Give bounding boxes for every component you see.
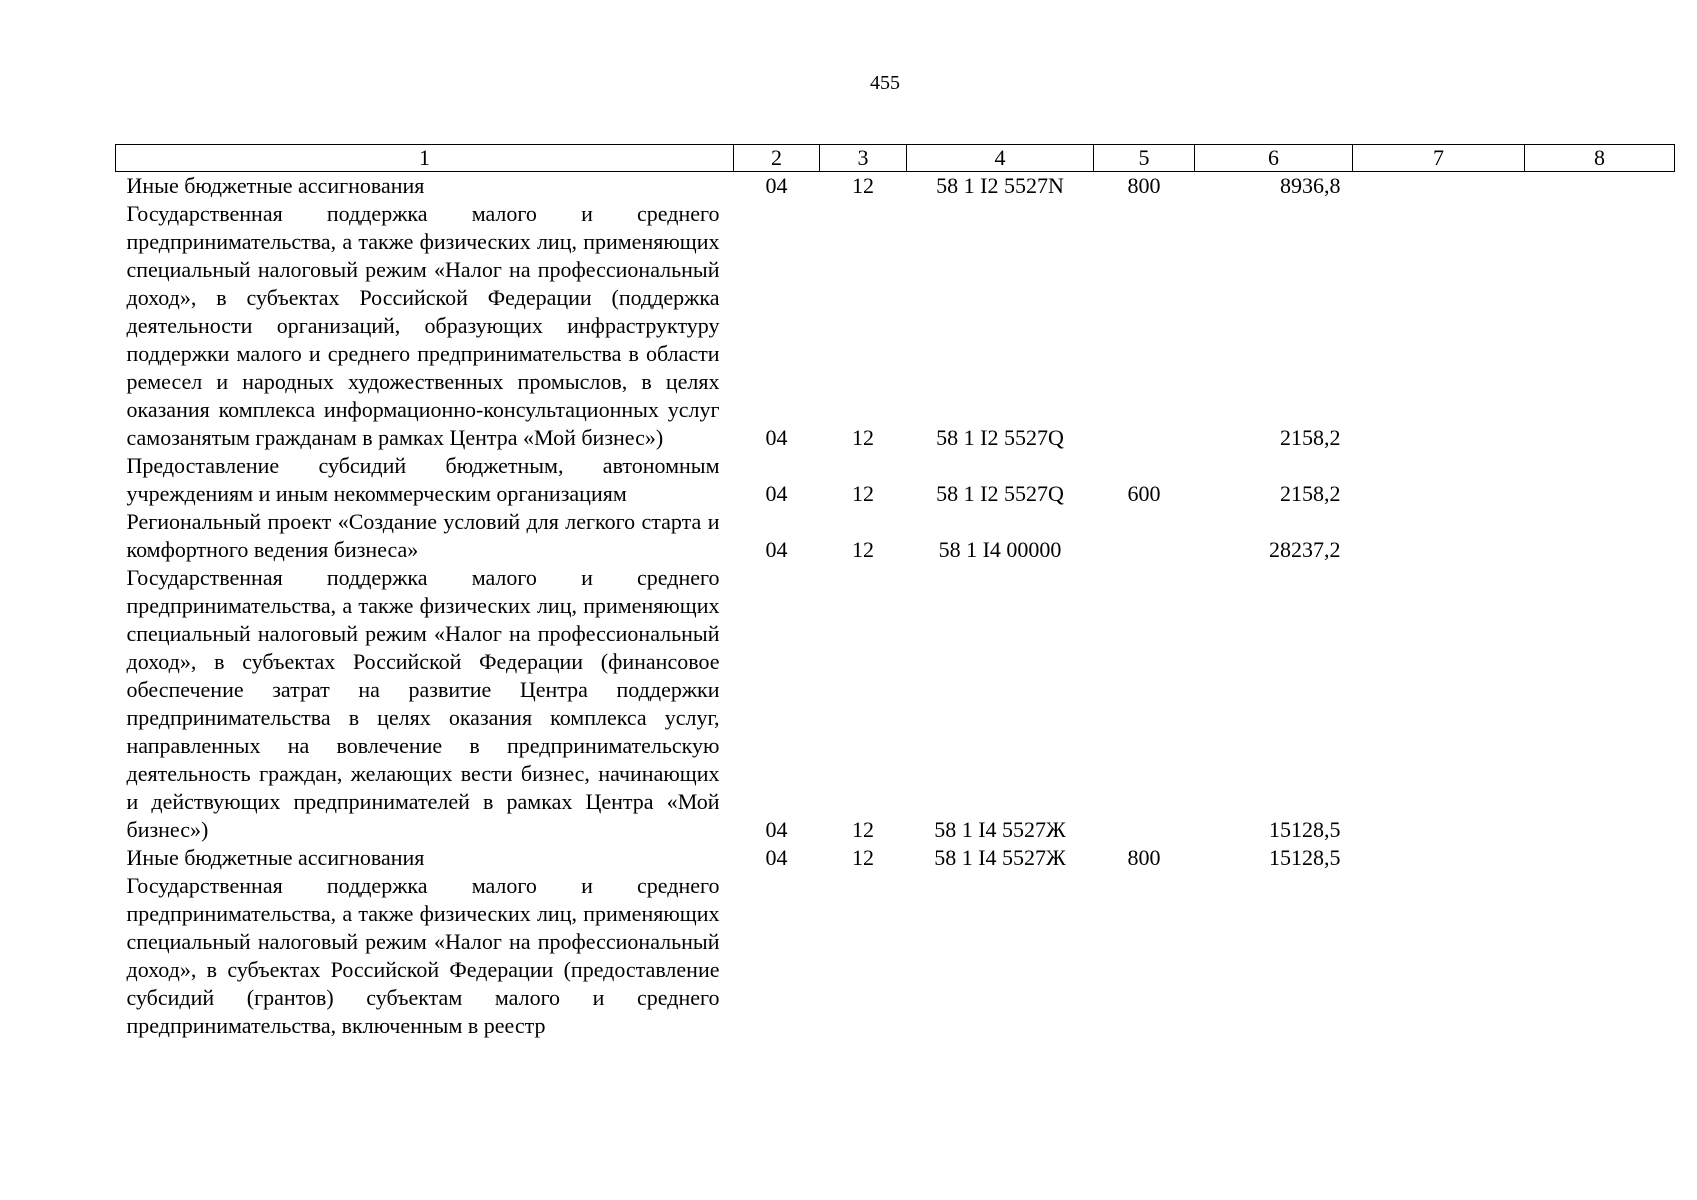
- header-col-8: 8: [1525, 145, 1675, 172]
- row-section: 04: [765, 537, 788, 562]
- row-description: Иные бюджетные ассигнования: [126, 845, 425, 870]
- row-section: 04: [765, 481, 788, 506]
- row-description: Государственная поддержка малого и среднего предпринимательства, а также физических лиц, применяющих специальный налоговый режим «Налог на профессиональный доход», в субъектах Российской Федерации (финансовое обеспечение затрат на развитие Центра поддержки предпринимательства в целях оказания комплекса услуг, направленных на вовлечение в предпринимательскую деятельность граждан, желающих вести бизнес, начинающих и действующих предпринимателей в рамках Центра «Мой бизнес»): [126, 565, 720, 842]
- row-subsection: 12: [852, 845, 874, 870]
- row-col-8: [1525, 452, 1675, 508]
- table-row: [116, 564, 1675, 844]
- header-col-1: 1: [116, 145, 734, 172]
- row-description: Государственная поддержка малого и среднего предпринимательства, а также физических лиц, применяющих специальный налоговый режим «Налог на профессиональный доход», в субъектах Российской Федерации (поддержка деятельности организаций, образующих инфраструктуру поддержки малого и среднего предпринимательства в области ремесел и народных художественных промыслов, в целях оказания комплекса информационно-консультационных услуг самозанятым гражданам в рамках Центра «Мой бизнес»): [126, 201, 720, 450]
- table-row: [116, 452, 1675, 508]
- row-col-8: [1525, 872, 1675, 1040]
- row-section: [734, 872, 820, 1040]
- row-target-code: [907, 872, 1094, 1040]
- header-col-2: 2: [734, 145, 820, 172]
- row-col-7: [1353, 844, 1525, 872]
- row-description: Региональный проект «Создание условий для легкого старта и комфортного ведения бизнеса»: [126, 509, 720, 562]
- row-section: 04: [765, 817, 788, 842]
- row-target-code: 58 1 I2 5527Q: [936, 425, 1064, 450]
- row-expense-type: [1094, 564, 1195, 844]
- table-row: [116, 172, 1675, 201]
- row-description: Государственная поддержка малого и среднего предпринимательства, а также физических лиц, применяющих специальный налоговый режим «Налог на профессиональный доход», в субъектах Российской Федерации (предоставление субсидий (грантов) субъектам малого и среднего предпринимательства, включенным в реестр: [126, 873, 720, 1038]
- row-description: Предоставление субсидий бюджетным, автономным учреждениям и иным некоммерческим организациям: [126, 453, 720, 506]
- row-col-8: [1525, 508, 1675, 564]
- row-section: 04: [765, 173, 788, 198]
- row-target-code: 58 1 I2 5527N: [936, 173, 1064, 198]
- row-subsection: 12: [852, 481, 874, 506]
- row-target-code: 58 1 I2 5527Q: [936, 481, 1064, 506]
- row-amount: 8936,8: [1280, 173, 1341, 198]
- header-col-6: 6: [1195, 145, 1353, 172]
- row-expense-type: 800: [1127, 173, 1161, 198]
- row-expense-type: 600: [1127, 481, 1161, 506]
- row-amount: 15128,5: [1269, 817, 1341, 842]
- row-amount: 15128,5: [1269, 845, 1341, 870]
- row-col-8: [1525, 844, 1675, 872]
- row-col-7: [1353, 452, 1525, 508]
- row-amount: 2158,2: [1280, 425, 1341, 450]
- row-subsection: 12: [852, 425, 874, 450]
- header-col-4: 4: [907, 145, 1094, 172]
- row-section: 04: [765, 845, 788, 870]
- table-row: [116, 844, 1675, 872]
- header-col-7: 7: [1353, 145, 1525, 172]
- row-amount: [1195, 872, 1353, 1040]
- row-col-7: [1353, 508, 1525, 564]
- row-col-7: [1353, 172, 1525, 201]
- row-col-8: [1525, 200, 1675, 452]
- row-section: 04: [765, 425, 788, 450]
- row-target-code: 58 1 I4 5527Ж: [934, 845, 1066, 870]
- header-row: [116, 145, 1675, 172]
- row-target-code: 58 1 I4 00000: [938, 537, 1062, 562]
- table-row: [116, 872, 1675, 1040]
- table-body: [116, 172, 1675, 1041]
- table-header: [116, 145, 1675, 172]
- header-col-5: 5: [1094, 145, 1195, 172]
- header-col-3: 3: [820, 145, 907, 172]
- row-col-7: [1353, 872, 1525, 1040]
- row-col-7: [1353, 564, 1525, 844]
- budget-table: [115, 144, 1675, 1040]
- row-amount: 2158,2: [1280, 481, 1341, 506]
- row-subsection: 12: [852, 537, 874, 562]
- row-description: Иные бюджетные ассигнования: [126, 173, 425, 198]
- row-col-8: [1525, 172, 1675, 201]
- table-row: [116, 508, 1675, 564]
- row-expense-type: 800: [1127, 845, 1161, 870]
- row-subsection: 12: [852, 173, 874, 198]
- row-col-8: [1525, 564, 1675, 844]
- row-expense-type: [1094, 200, 1195, 452]
- row-subsection: [820, 872, 907, 1040]
- table-row: [116, 200, 1675, 452]
- row-expense-type: [1094, 872, 1195, 1040]
- row-subsection: 12: [852, 817, 874, 842]
- row-col-7: [1353, 200, 1525, 452]
- row-amount: 28237,2: [1269, 537, 1341, 562]
- row-target-code: 58 1 I4 5527Ж: [934, 817, 1066, 842]
- row-expense-type: [1094, 508, 1195, 564]
- page-number: 455: [870, 72, 900, 94]
